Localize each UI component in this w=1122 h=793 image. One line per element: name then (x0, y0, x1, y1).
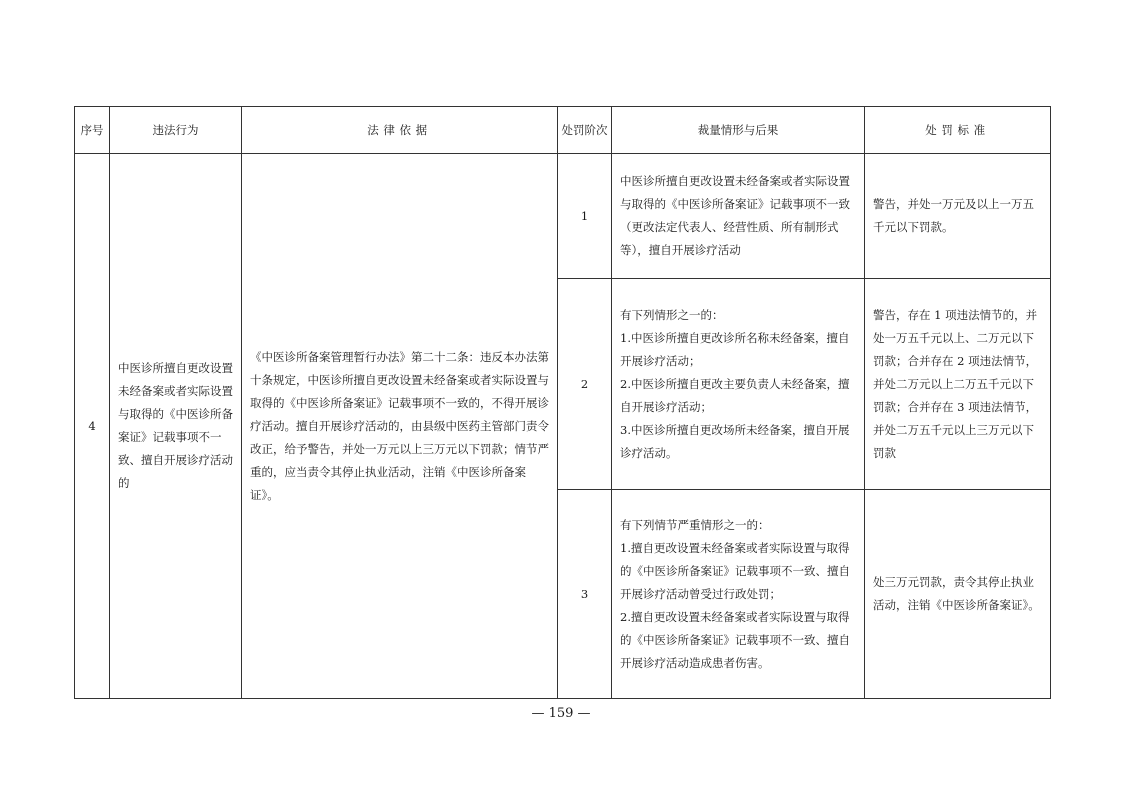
detail-line: 2.中医诊所擅自更改主要负责人未经备案，擅自开展诊疗活动； (620, 376, 850, 414)
detail-line: 1.中医诊所擅自更改诊所名称未经备案，擅自开展诊疗活动； (620, 330, 850, 368)
cell-seq: 4 (75, 154, 110, 699)
cell-legal-basis: 《中医诊所备案管理暂行办法》第二十二条：违反本办法第十条规定，中医诊所擅自更改设置未经备案或者实际设置与取得的《中医诊所备案证》记载事项不一致的，不得开展诊疗活动。擅自开展诊疗活动的，由县级中医药主管部门责令改正，给予警告，并处一万元以上三万元以下罚款；情节严重的，应当责令其停止执业活动，注销《中医诊所备案证》。 (242, 154, 558, 699)
cell-level-standard: 警告，存在 1 项违法情节的，并处一万五千元以上、二万元以下罚款；合并存在 2 项违法情节，并处二万元以上二万五千元以下罚款；合并存在 3 项违法情节，并处二万五千元以上三万元以下罚款 (865, 279, 1051, 490)
table-row (75, 154, 1051, 279)
detail-line: 3.中医诊所擅自更改场所未经备案，擅自开展诊疗活动。 (620, 422, 850, 460)
penalty-table-sheet (74, 106, 1050, 699)
cell-level-standard: 处三万元罚款，责令其停止执业活动，注销《中医诊所备案证》。 (865, 490, 1051, 699)
header-detail: 裁量情形与后果 (612, 107, 865, 154)
cell-level-number: 3 (558, 490, 612, 699)
cell-level-number: 1 (558, 154, 612, 279)
cell-level-detail (612, 279, 865, 490)
cell-violation: 中医诊所擅自更改设置未经备案或者实际设置与取得的《中医诊所备案证》记载事项不一致、擅自开展诊疗活动的 (110, 154, 242, 699)
detail-line: 中医诊所擅自更改设置未经备案或者实际设置与取得的《中医诊所备案证》记载事项不一致（更改法定代表人、经营性质、所有制形式等），擅自开展诊疗活动 (620, 174, 850, 257)
detail-line: 有下列情形之一的： (620, 307, 724, 322)
header-standard: 处罚标准 (865, 107, 1051, 154)
cell-level-detail (612, 490, 865, 699)
detail-line: 有下列情节严重情形之一的： (620, 517, 770, 532)
header-row (75, 107, 1051, 154)
header-law: 法律依据 (242, 107, 558, 154)
page-number: — 159 — (531, 706, 591, 721)
header-act: 违法行为 (110, 107, 242, 154)
cell-level-detail (612, 154, 865, 279)
detail-line: 2.擅自更改设置未经备案或者实际设置与取得的《中医诊所备案证》记载事项不一致、擅自开展诊疗活动造成患者伤害。 (620, 609, 850, 670)
detail-line: 1.擅自更改设置未经备案或者实际设置与取得的《中医诊所备案证》记载事项不一致、擅自开展诊疗活动曾受过行政处罚； (620, 540, 850, 601)
cell-level-number: 2 (558, 279, 612, 490)
header-stage: 处罚阶次 (558, 107, 612, 154)
cell-level-standard: 警告，并处一万元及以上一万五千元以下罚款。 (865, 154, 1051, 279)
penalty-table (74, 106, 1051, 699)
header-seq: 序号 (75, 107, 110, 154)
